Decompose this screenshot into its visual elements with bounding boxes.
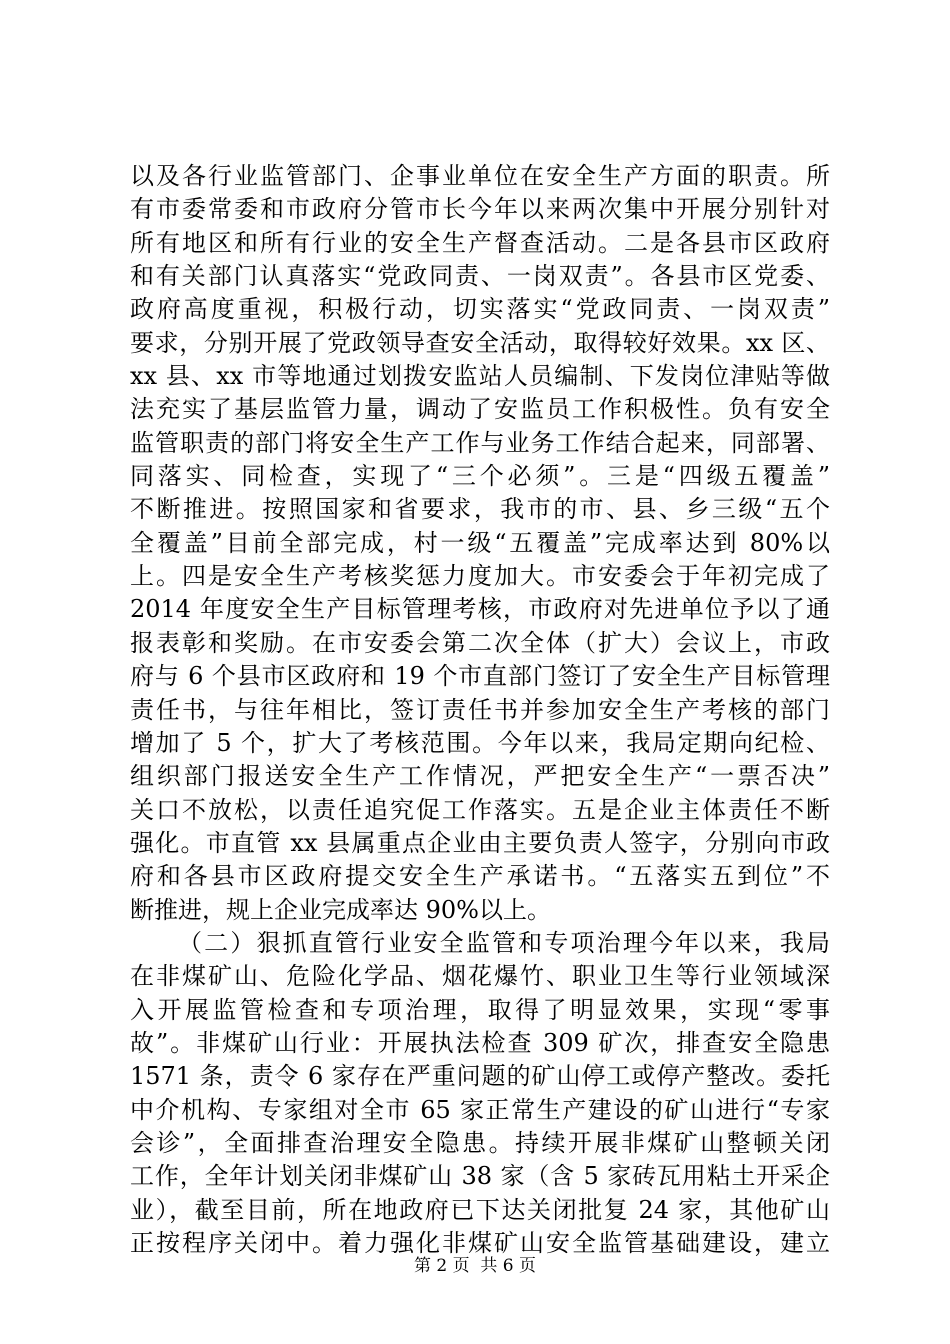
body-text <box>130 160 830 1260</box>
text-line: 有市委常委和市政府分管市长今年以来两次集中开展分别针对 <box>130 195 830 224</box>
text-line: xx 县、xx 市等地通过划拨安监站人员编制、下发岗位津贴等做 <box>130 362 830 391</box>
text-line: 入开展监管检查和专项治理，取得了明显效果，实现“零事 <box>130 995 830 1024</box>
paragraph <box>130 927 830 1260</box>
text-line: 报表彰和奖励。在市安委会第二次全体（扩大）会议上，市政 <box>130 628 830 657</box>
text-line: 要求，分别开展了党政领导查安全活动，取得较好效果。xx 区、 <box>130 328 830 357</box>
text-line: 以及各行业监管部门、企事业单位在安全生产方面的职责。所 <box>130 162 830 190</box>
text-line: 所有地区和所有行业的安全生产督查活动。二是各县市区政府 <box>130 228 830 257</box>
text-line: 关口不放松，以责任追究促工作落实。五是企业主体责任不断 <box>130 795 830 824</box>
text-line: 会诊”，全面排查治理安全隐患。持续开展非煤矿山整顿关闭 <box>130 1128 830 1157</box>
text-line: 组织部门报送安全生产工作情况，严把安全生产“一票否决” <box>130 762 830 791</box>
text-line: 业），截至目前，所在地政府已下达关闭批复 24 家，其他矿山 <box>130 1195 830 1224</box>
page-number-footer: 第 2 页 共 6 页 <box>413 1256 537 1276</box>
text-line: 增加了 5 个，扩大了考核范围。今年以来，我局定期向纪检、 <box>130 728 830 757</box>
text-line: 工作，全年计划关闭非煤矿山 38 家（含 5 家砖瓦用粘土开采企 <box>130 1162 830 1191</box>
text-line: 中介机构、专家组对全市 65 家正常生产建设的矿山进行“专家 <box>130 1095 830 1124</box>
text-line: 断推进，规上企业完成率达 90%以上。 <box>130 895 551 924</box>
text-line: 府和各县市区政府提交安全生产承诺书。“五落实五到位”不 <box>130 862 830 891</box>
text-line: 不断推进。按照国家和省要求，我市的市、县、乡三级“五个 <box>130 495 830 524</box>
text-line: （二）狠抓直管行业安全监管和专项治理今年以来，我局 <box>178 928 830 957</box>
text-line: 法充实了基层监管力量，调动了安监员工作积极性。负有安全 <box>130 395 830 424</box>
text-line: 强化。市直管 xx 县属重点企业由主要负责人签字，分别向市政 <box>130 828 830 857</box>
text-line: 府与 6 个县市区政府和 19 个市直部门签订了安全生产目标管理 <box>130 662 830 691</box>
text-line: 上。四是安全生产考核奖惩力度加大。市安委会于年初完成了 <box>130 562 830 591</box>
text-line: 责任书，与往年相比，签订责任书并参加安全生产考核的部门 <box>130 695 830 724</box>
text-line: 全覆盖”目前全部完成，村一级“五覆盖”完成率达到 80%以 <box>130 528 830 557</box>
text-line: 同落实、同检查，实现了“三个必须”。三是“四级五覆盖” <box>130 462 830 491</box>
text-line: 和有关部门认真落实“党政同责、一岗双责”。各县市区党委、 <box>130 262 830 291</box>
text-line: 正按程序关闭中。着力强化非煤矿山安全监管基础建设，建立 <box>130 1229 830 1257</box>
text-line: 1571 条，责令 6 家存在严重问题的矿山停工或停产整改。委托 <box>130 1062 830 1091</box>
text-line: 监管职责的部门将安全生产工作与业务工作结合起来，同部署、 <box>130 428 830 457</box>
paragraph <box>130 160 830 927</box>
text-line: 2014 年度安全生产目标管理考核，市政府对先进单位予以了通 <box>130 595 830 624</box>
text-line: 政府高度重视，积极行动，切实落实“党政同责、一岗双责” <box>130 295 830 324</box>
text-line: 故”。非煤矿山行业：开展执法检查 309 矿次，排查安全隐患 <box>130 1028 830 1057</box>
text-line: 在非煤矿山、危险化学品、烟花爆竹、职业卫生等行业领域深 <box>130 962 830 991</box>
